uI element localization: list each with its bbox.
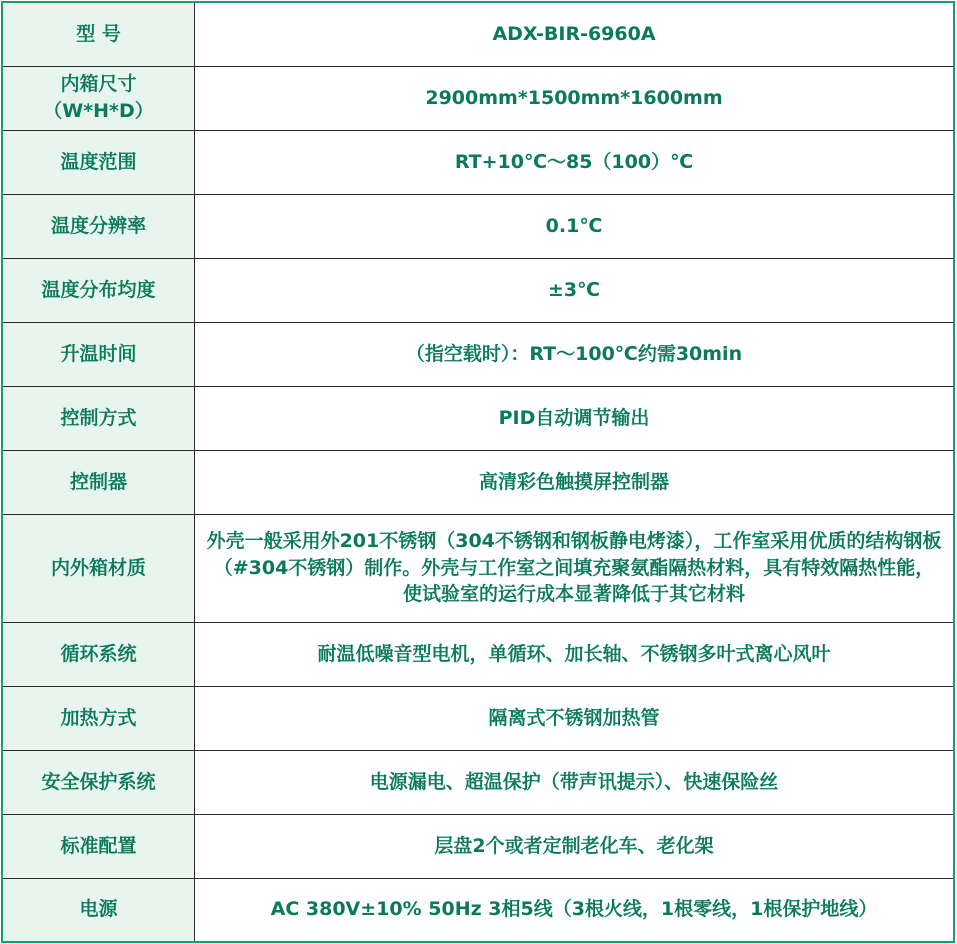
table-row-temp-resolution xyxy=(2,194,954,258)
row-value: ADX-BIR-6960A xyxy=(195,2,955,66)
row-value: 2900mm*1500mm*1600mm xyxy=(195,66,955,130)
table-row-temp-range xyxy=(2,130,954,194)
row-label: 温度分辨率 xyxy=(2,194,195,258)
row-label: 温度分布均度 xyxy=(2,258,195,322)
row-value: PID自动调节输出 xyxy=(195,386,955,450)
row-label-sub: （W*H*D） xyxy=(43,100,154,122)
table-row-standard-config xyxy=(2,814,954,878)
row-label: 标准配置 xyxy=(2,814,195,878)
row-label: 安全保护系统 xyxy=(2,750,195,814)
row-value: 隔离式不锈钢加热管 xyxy=(195,686,955,750)
row-value: ±3℃ xyxy=(195,258,955,322)
table-row-heating-time xyxy=(2,322,954,386)
row-label-main: 内箱尺寸 xyxy=(60,73,137,96)
row-label: 控制器 xyxy=(2,450,195,514)
table-row-control-mode xyxy=(2,386,954,450)
table-row-temp-uniformity xyxy=(2,258,954,322)
row-label: 控制方式 xyxy=(2,386,195,450)
row-value: 高清彩色触摸屏控制器 xyxy=(195,450,955,514)
row-label: 温度范围 xyxy=(2,130,195,194)
table-row-heating-method xyxy=(2,686,954,750)
table-row-inner-size xyxy=(2,66,954,130)
table-row-controller xyxy=(2,450,954,514)
row-label: 循环系统 xyxy=(2,622,195,686)
row-value: 外壳一般采用外201不锈钢（304不锈钢和钢板静电烤漆），工作室采用优质的结构钢板（#304不锈钢）制作。外壳与工作室之间填充聚氨酯隔热材料，具有特效隔热性能，使试验室的运行成本显著降低于其它材料 xyxy=(195,514,955,622)
table-row-power xyxy=(2,878,954,942)
row-label: 内外箱材质 xyxy=(2,514,195,622)
row-label: 电源 xyxy=(2,878,195,942)
row-value: （指空载时）：RT～100℃约需30min xyxy=(195,322,955,386)
spec-table xyxy=(1,1,955,943)
table-row-safety xyxy=(2,750,954,814)
table-row-circulation xyxy=(2,622,954,686)
row-label xyxy=(2,66,195,130)
row-value: 层盘2个或者定制老化车、老化架 xyxy=(195,814,955,878)
row-label: 加热方式 xyxy=(2,686,195,750)
row-value: AC 380V±10% 50Hz 3相5线（3根火线，1根零线，1根保护地线） xyxy=(195,878,955,942)
row-label: 型 号 xyxy=(2,2,195,66)
table-row-material xyxy=(2,514,954,622)
row-value: 0.1℃ xyxy=(195,194,955,258)
table-row-model xyxy=(2,2,954,66)
row-value: 耐温低噪音型电机，单循环、加长轴、不锈钢多叶式离心风叶 xyxy=(195,622,955,686)
row-label: 升温时间 xyxy=(2,322,195,386)
row-value: RT+10℃～85（100）℃ xyxy=(195,130,955,194)
row-value: 电源漏电、超温保护（带声讯提示）、快速保险丝 xyxy=(195,750,955,814)
